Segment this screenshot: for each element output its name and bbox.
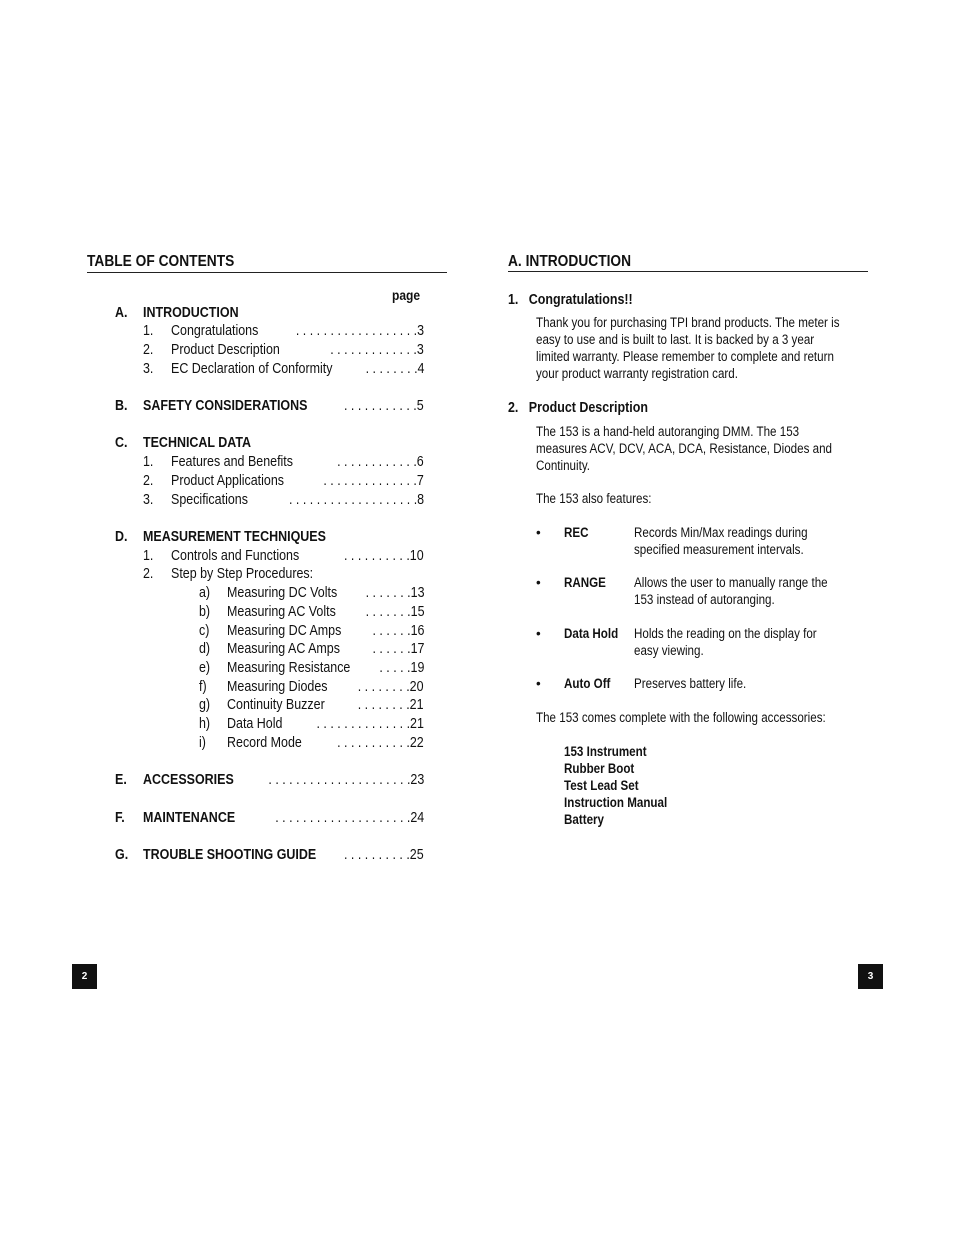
- toc-subitem: [115, 735, 424, 754]
- toc-entry-text: Specifications: [171, 492, 248, 508]
- toc-entry-text: MAINTENANCE: [143, 810, 236, 826]
- toc-number: f): [199, 679, 207, 695]
- toc-leader-page: . . . . . . . . . . . . .3: [330, 342, 424, 358]
- toc-subitem: [115, 660, 424, 679]
- toc-number: 1.: [143, 548, 154, 564]
- accessories-intro: The 153 comes complete with the following accessories:: [536, 710, 826, 725]
- toc-item: [115, 454, 424, 473]
- feature-name: REC: [564, 525, 589, 540]
- toc-number: 3.: [143, 492, 154, 508]
- toc-leader-page: . . . . . . . . . . . . . .7: [323, 473, 424, 489]
- toc-section-a: [115, 305, 424, 324]
- toc-entry-text: Measuring DC Volts: [227, 585, 338, 601]
- toc-section-e: [115, 772, 424, 791]
- toc-entry-text: TECHNICAL DATA: [143, 435, 252, 451]
- toc-leader-page: . . . . . . . . . . . . . . . . . . . .24: [275, 810, 424, 826]
- toc-leader-page: . . . . . . . . . . .5: [344, 398, 424, 414]
- toc-leader-page: . . . . . . . .4: [365, 361, 424, 377]
- toc-entry-text: Measuring AC Volts: [227, 604, 336, 620]
- toc-number: 1.: [143, 323, 154, 339]
- toc-entry-text: Product Description: [171, 342, 280, 358]
- toc-number: A.: [115, 305, 128, 321]
- toc-section-g: [115, 847, 424, 866]
- product-description-body: The 153 is a hand-held autoranging DMM. The 153 measures ACV, DCV, ACA, DCA, Resistance, Diodes and Continuity.: [536, 424, 832, 473]
- bullet: •: [536, 575, 541, 590]
- toc-number: D.: [115, 529, 128, 545]
- toc-leader-page: . . . . . . . . . . . .6: [337, 454, 424, 470]
- toc-entry-text: Measuring Diodes: [227, 679, 328, 695]
- intro-title: A. INTRODUCTION: [508, 253, 632, 270]
- toc-entry-text: Continuity Buzzer: [227, 697, 325, 713]
- feature-name: Data Hold: [564, 626, 619, 641]
- toc-number: i): [199, 735, 206, 751]
- toc-entry-text: ACCESSORIES: [143, 772, 234, 788]
- toc-entry-text: Record Mode: [227, 735, 302, 751]
- toc-subitem: [115, 604, 424, 623]
- toc-entry-text: Congratulations: [171, 323, 259, 339]
- toc-number: G.: [115, 847, 129, 863]
- accessory-item: Test Lead Set: [564, 778, 639, 793]
- toc-subitem: [115, 679, 424, 698]
- product-description-heading: 2. Product Description: [508, 400, 648, 416]
- accessory-item: Battery: [564, 812, 605, 827]
- accessory-item: 153 Instrument: [564, 744, 647, 759]
- toc-entry-text: Features and Benefits: [171, 454, 294, 470]
- toc-leader-page: . . . . . . . .21: [358, 697, 424, 713]
- bullet: •: [536, 626, 541, 641]
- toc-number: 3.: [143, 361, 154, 377]
- toc-entry-text: Measuring DC Amps: [227, 623, 342, 639]
- toc-item: [115, 323, 424, 342]
- feature-desc: Allows the user to manually range the 153 instead of autoranging.: [634, 575, 828, 607]
- toc-number: E.: [115, 772, 127, 788]
- toc-entry-text: Measuring Resistance: [227, 660, 351, 676]
- toc-entry-text: EC Declaration of Conformity: [171, 361, 333, 377]
- toc-number: h): [199, 716, 211, 732]
- accessories-list: [564, 743, 684, 828]
- toc-number: a): [199, 585, 211, 601]
- feature-name: Auto Off: [564, 676, 611, 691]
- toc-leader-page: . . . . . . . . . . . . . . . . . . . . .23: [268, 772, 424, 788]
- feature-desc: Records Min/Max readings during specified measurement intervals.: [634, 525, 808, 557]
- toc-page-label: page: [392, 287, 421, 303]
- toc-number: B.: [115, 398, 128, 414]
- toc-entry-text: MEASUREMENT TECHNIQUES: [143, 529, 326, 545]
- toc-leader-page: . . . . . . . . . . . . . .21: [316, 716, 424, 732]
- congratulations-heading: 1. Congratulations!!: [508, 292, 633, 308]
- toc-entry-text: INTRODUCTION: [143, 305, 239, 321]
- accessory-item: Instruction Manual: [564, 795, 668, 810]
- toc-item: [115, 548, 424, 567]
- toc-entry-text: Product Applications: [171, 473, 284, 489]
- toc-leader-page: . . . . . . . .20: [358, 679, 424, 695]
- toc-leader-page: . . . . . . . . . . . . . . . . . .3: [295, 323, 424, 339]
- toc-section-f: [115, 810, 424, 829]
- toc-subitem: [115, 697, 424, 716]
- toc-item: [115, 342, 424, 361]
- toc-leader-page: . . . . . . . . . . . . . . . . . . .8: [288, 492, 424, 508]
- bullet: •: [536, 676, 541, 691]
- toc-entry-text: Data Hold: [227, 716, 283, 732]
- toc-subitem: [115, 585, 424, 604]
- toc-subitem: [115, 623, 424, 642]
- toc-number: 2.: [143, 342, 154, 358]
- toc-item: [115, 361, 424, 380]
- toc-subitem: [115, 641, 424, 660]
- toc-item: [115, 492, 424, 511]
- intro-title-rule: [508, 271, 868, 272]
- toc-section-b: [115, 398, 424, 417]
- toc-number: 2.: [143, 473, 154, 489]
- feature-desc: Holds the reading on the display for easy viewing.: [634, 626, 817, 658]
- toc-number: 1.: [143, 454, 154, 470]
- toc-subitem: [115, 716, 424, 735]
- toc-entry-text: Controls and Functions: [171, 548, 300, 564]
- accessory-item: Rubber Boot: [564, 761, 635, 776]
- toc-leader-page: . . . . . .17: [372, 641, 424, 657]
- toc-leader-page: . . . . .19: [378, 660, 424, 676]
- toc-section-c: [115, 435, 424, 454]
- toc-number: g): [199, 697, 211, 713]
- toc-leader-page: . . . . . . . . . . .22: [337, 735, 424, 751]
- toc-number: e): [199, 660, 211, 676]
- table-of-contents: [115, 0, 424, 1235]
- toc-entry-text: SAFETY CONSIDERATIONS: [143, 398, 308, 414]
- toc-number: d): [199, 641, 211, 657]
- toc-item: [115, 473, 424, 492]
- toc-number: 2.: [143, 566, 154, 582]
- feature-name: RANGE: [564, 575, 606, 590]
- toc-number: c): [199, 623, 210, 639]
- toc-leader-page: . . . . . .16: [372, 623, 424, 639]
- toc-number: b): [199, 604, 211, 620]
- congratulations-body: Thank you for purchasing TPI brand products. The meter is easy to use and is built to last. It is backed by a 3 year limited warranty. Please remember to complete and return your product warranty registration card.: [536, 315, 840, 381]
- toc-section-d: [115, 529, 424, 548]
- toc-entry-text: Measuring AC Amps: [227, 641, 340, 657]
- toc-leader-page: . . . . . . . . . .25: [344, 847, 424, 863]
- toc-title: TABLE OF CONTENTS: [87, 253, 235, 270]
- toc-leader-page: . . . . . . .15: [365, 604, 424, 620]
- toc-number: F.: [115, 810, 125, 826]
- toc-entry-text: TROUBLE SHOOTING GUIDE: [143, 847, 317, 863]
- feature-desc: Preserves battery life.: [634, 676, 747, 691]
- left-page-number: 2: [72, 964, 97, 989]
- toc-number: C.: [115, 435, 128, 451]
- toc-leader-page: . . . . . . .13: [365, 585, 424, 601]
- toc-item: [115, 566, 424, 585]
- toc-leader-page: . . . . . . . . . .10: [344, 548, 424, 564]
- features-intro: The 153 also features:: [536, 491, 652, 506]
- right-page-number: 3: [858, 964, 883, 989]
- bullet: •: [536, 525, 541, 540]
- toc-entry-text: Step by Step Procedures:: [171, 566, 314, 582]
